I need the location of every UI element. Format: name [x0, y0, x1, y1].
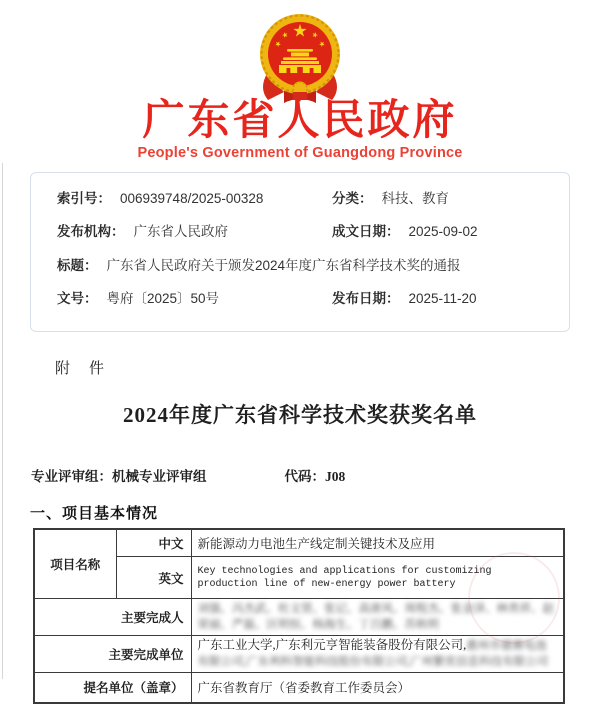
table-row [34, 599, 564, 636]
cell-units-label: 主要完成单位 [34, 636, 191, 673]
page-edge-line [2, 163, 3, 679]
table-row [34, 636, 564, 673]
gov-title-cn: 广东省人民政府 [142, 96, 458, 143]
field-label: 索引号： [57, 191, 111, 207]
field-issue-date [332, 223, 478, 241]
units-visible-text: 广东工业大学,广东利元亨智能装备股份有限公司, [197, 638, 467, 653]
meta-row [57, 223, 543, 241]
field-publish-date [332, 290, 477, 308]
field-doc-number [57, 290, 332, 308]
cell-cn-value: 新能源动力电池生产线定制关键技术及应用 [191, 529, 564, 557]
gov-title-en: People's Government of Guangdong Province [137, 145, 463, 162]
field-label: 标题： [57, 257, 98, 273]
redacted-text: 刘强、冯杰武、杜文贤、张记、高唐风、周程杰、张金泽、林贵祥、赵荣丽、严磊、区明恒、杨海生、丁吕鹏、苏秋明 [197, 603, 554, 632]
cell-en-label: 英文 [116, 557, 191, 599]
field-label: 发布机构： [57, 224, 125, 240]
document-meta-card [30, 172, 570, 332]
redacted-text: 惠州市德赛电池有限公司,广东利科智能科技股份有限公司,广州繁优信息科技有限公司 [197, 640, 549, 669]
cell-units-value [191, 636, 564, 673]
document-title: 2024年度广东省科学技术奖获奖名单 [123, 402, 477, 427]
field-title [57, 257, 543, 275]
cell-cn-label: 中文 [116, 529, 191, 557]
national-emblem-icon [247, 12, 353, 104]
review-group-line [31, 465, 600, 485]
field-value: 粤府〔2025〕50号 [106, 290, 220, 306]
review-group-label: 专业评审组： [31, 468, 112, 484]
meta-row [57, 257, 543, 275]
field-category [332, 190, 449, 208]
field-label: 文号： [57, 290, 98, 306]
code-value: J08 [325, 468, 346, 484]
attachment-body [0, 357, 600, 704]
cell-nominator-label: 提名单位（盖章） [34, 673, 191, 703]
meta-row [57, 190, 543, 208]
field-value: 006939748/2025-00328 [120, 191, 264, 207]
cell-completers-value [191, 599, 564, 636]
section-heading: 一、项目基本情况 [30, 504, 159, 522]
field-value: 2025-09-02 [408, 224, 478, 240]
cell-en-value: Key technologies and applications for customizing production line of new-energy power battery [191, 557, 564, 599]
field-label: 成文日期： [332, 224, 400, 240]
attachment-label: 附 件 [55, 360, 107, 377]
field-index-number [57, 190, 332, 208]
table-row [34, 673, 564, 703]
field-label: 分类： [332, 191, 373, 207]
cell-nominator-value: 广东省教育厅（省委教育工作委员会） [191, 673, 564, 703]
field-value: 2025-11-20 [408, 290, 477, 306]
cell-project-name-label: 项目名称 [34, 529, 116, 599]
meta-row [57, 290, 543, 308]
cell-completers-label: 主要完成人 [34, 599, 191, 636]
field-label: 发布日期： [332, 290, 400, 306]
review-group-value: 机械专业评审组 [112, 468, 207, 484]
field-value: 科技、教育 [381, 191, 449, 207]
field-value: 广东省人民政府关于颁发2024年度广东省科学技术奖的通报 [106, 257, 461, 273]
table-row [34, 529, 564, 557]
header [0, 0, 600, 161]
project-basic-info-table [33, 528, 565, 704]
field-issuer [57, 223, 332, 241]
code-label: 代码： [284, 468, 325, 484]
field-value: 广东省人民政府 [133, 224, 228, 240]
